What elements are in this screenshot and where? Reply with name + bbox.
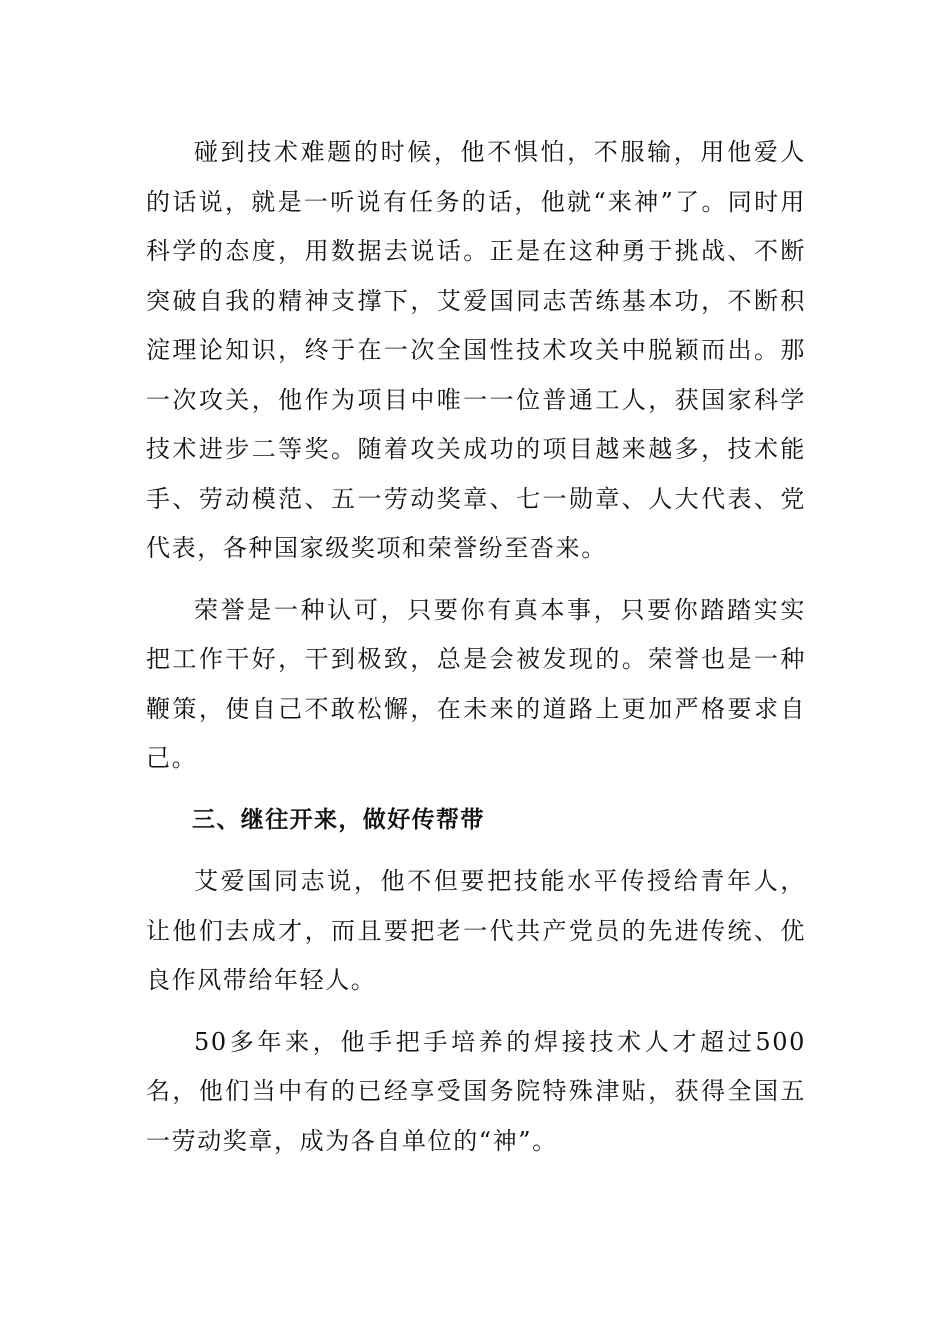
section-heading: 三、继往开来，做好传帮带	[192, 806, 485, 833]
document-body	[146, 128, 806, 1178]
paragraph-honor: 荣誉是一种认可，只要你有真本事，只要你踏踏实实把工作干好，干到极致，总是会被发现的。荣誉也是一种鞭策，使自己不敢松懈，在未来的道路上更加严格要求自己。	[146, 595, 806, 772]
paragraph-technical-challenges: 碰到技术难题的时候，他不惧怕，不服输，用他爱人的话说，就是一听说有任务的话，他就“来神”了。同时用科学的态度，用数据去说话。正是在这种勇于挑战、不断突破自我的精神支撑下，艾爱国同志苦练基本功，不断积淀理论知识，终于在一次全国性技术攻关中脱颖而出。那一次攻关，他作为项目中唯一一位普通工人，获国家科学技术进步二等奖。随着攻关成功的项目越来越多，技术能手、劳动模范、五一劳动奖章、七一勋章、人大代表、党代表，各种国家级奖项和荣誉纷至沓来。	[146, 138, 806, 562]
paragraph-trained-talents: 50多年来，他手把手培养的焊接技术人才超过500名，他们当中有的已经享受国务院特殊津贴，获得全国五一劳动奖章，成为各自单位的“神”。	[146, 1027, 806, 1155]
paragraph-mentoring: 艾爱国同志说，他不但要把技能水平传授给青年人，让他们去成才，而且要把老一代共产党员的先进传统、优良作风带给年轻人。	[146, 867, 806, 994]
